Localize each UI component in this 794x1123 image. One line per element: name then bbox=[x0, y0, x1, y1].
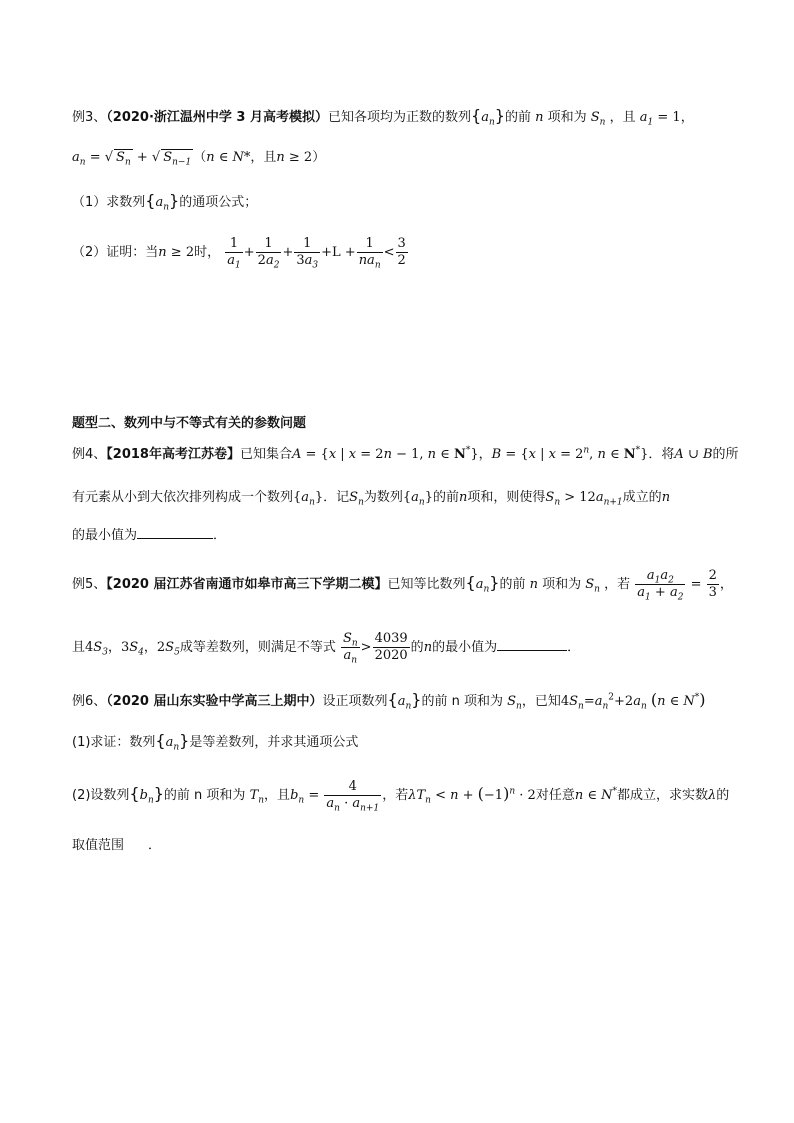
ex6-line3-end: ． bbox=[148, 838, 162, 853]
ex3-q1: （1）求数列$\{a_n\}$的通项公式； bbox=[72, 191, 258, 213]
frac-2-3 bbox=[707, 568, 719, 601]
ex6-text1: 设正项数列 bbox=[322, 694, 388, 709]
ex3-q2-text2: 时， bbox=[194, 245, 221, 260]
frac-4039-2020 bbox=[373, 631, 410, 664]
ex5-line1: 例5、【2020 届江苏省南通市如皋市高三下学期二模】已知等比数列$\{a_n\}$的前 n 项和为 $S_n$ ，若 $\frac{a_1a_2}{a_1 + a_2}$ = $\frac{2}{3}$ ， bbox=[72, 568, 733, 603]
frac-2-3-num: 2 bbox=[708, 568, 717, 583]
ex6-q2-text2: 的前 n 项和为 bbox=[163, 788, 246, 803]
ex4-text2: ， bbox=[478, 447, 492, 462]
ex6-q2-text: (2)设数列 bbox=[72, 788, 130, 803]
ex4-line3-text: 的最小值为 bbox=[72, 528, 138, 543]
ex4-line2-c: 为数列 bbox=[363, 490, 403, 505]
ex3-q2-text: （2）证明：当 bbox=[72, 245, 159, 260]
ex4-line2-a: 有元素从小到大依次排列构成一个数列 bbox=[72, 490, 294, 505]
ex4-line3 bbox=[72, 526, 226, 546]
frac-4-anan1: $\frac{4}{a_n \cdot a_{n+1}}$ bbox=[326, 779, 380, 814]
ex6-q2-text4: ，若 bbox=[382, 788, 409, 803]
ex6-line1: 例6、（2020 届山东实验中学高三上期中）设正项数列$\{a_n\}$的前 n 项和为 $S_n$，已知$4S_n=a_n^2+2a_n$ (n ∈ N*) bbox=[72, 690, 706, 712]
frac-4039-num: 4039 bbox=[374, 631, 408, 646]
ex6-line3-text: 取值范围 bbox=[72, 838, 125, 853]
ex3-text: 已知各项均为正数的数列 bbox=[328, 110, 472, 125]
ex6-q2-text6: 都成立，求实数 bbox=[616, 788, 708, 803]
ex3-source: （2020·浙江温州中学 3 月高考模拟） bbox=[106, 110, 328, 125]
ex3-q1-text: （1）求数列 bbox=[72, 195, 146, 210]
ex4-line2: 有元素从小到大依次排列构成一个数列$\{a_n\}$．记$S_n$为数列$\{a_n\}$的前n项和，则使得$S_n > 12a_{n+1}$成立的n bbox=[72, 490, 671, 508]
ex3-q2: （2）证明：当n ≥ 2时， $\frac{1}{a_1}$ + $\frac{1}{2a_2}$ + $\frac{1}{3a_3}$ +L + $\frac{1}{na_n}$ < $\frac{3}{2}$ bbox=[72, 236, 406, 271]
ex5-answer-blank bbox=[497, 638, 567, 651]
frac-Sn-an: $\frac{S_n}{a_n}$ bbox=[342, 631, 358, 666]
ex5-line2-c: ， bbox=[143, 640, 157, 655]
ex6-q1: (1)求证：数列$\{a_n\}$是等差数列，并求其通项公式 bbox=[72, 731, 359, 753]
ex5-line2: 且$4S_3$，$3S_4$，$2S_5$成等差数列，则满足不等式 $\frac{S_n}{a_n}$ > $\frac{4039}{2020}$ 的n的最小值为 ． bbox=[72, 631, 581, 666]
frac-1-3a3: $\frac{1}{3a_3}$ bbox=[296, 236, 319, 271]
ex4-line1: 例4、【2018年高考江苏卷】已知集合A = {x | x = 2n − 1, n ∈ N*}，B = {x | $x = 2^n$, n ∈ N*}．将A ∪ B的所 bbox=[72, 445, 739, 462]
ex3-cond-open: （ bbox=[193, 150, 207, 165]
ex3-line1: 例3、（2020·浙江温州中学 3 月高考模拟）已知各项均为正数的数列$\{a_n\}$的前 n 项和为 $S_n$ ，且 $a_1 = 1$， bbox=[72, 106, 694, 128]
frac-3-2: $\frac{3}{2}$ bbox=[397, 236, 406, 268]
ex3-text2: 的前 bbox=[504, 110, 531, 125]
ex6-label: 例6、 bbox=[72, 694, 107, 709]
ex4-line3-end: ． bbox=[213, 528, 227, 543]
ex5-text5: ， bbox=[719, 577, 733, 592]
frac-1-nan: $\frac{1}{na_n}$ bbox=[358, 236, 381, 271]
ex5-text1: 已知等比数列 bbox=[387, 577, 466, 592]
ex5-line2-e: 的 bbox=[410, 640, 424, 655]
ex4-line2-e: 项和，则使得 bbox=[467, 490, 546, 505]
frac-1-a1: $\frac{1}{a_1}$ bbox=[227, 236, 241, 271]
ex3-q1-text2: 的通项公式； bbox=[179, 195, 258, 210]
frac-a1a2: $\frac{a_1a_2}{a_1 + a_2}$ bbox=[637, 568, 684, 603]
ex4-text1: 已知集合 bbox=[239, 447, 292, 462]
ex5-line2-a: 且 bbox=[72, 640, 86, 655]
ex4-line2-f: 成立的 bbox=[622, 490, 662, 505]
ex5-source: 【2020 届江苏省南通市如皋市高三下学期二模】 bbox=[106, 577, 388, 592]
ex6-text3: ，已知 bbox=[521, 694, 561, 709]
ex5-label: 例5、 bbox=[72, 577, 107, 592]
ex4-label: 例4、 bbox=[72, 447, 107, 462]
ex6-text2: 的前 n 项和为 bbox=[421, 694, 503, 709]
ex3-label: 例3、 bbox=[72, 110, 107, 125]
section2-title: 题型二、数列中与不等式有关的参数问题 bbox=[72, 416, 307, 431]
ex6-q2-text5: 对任意 bbox=[535, 788, 575, 803]
ex3-text3: 项和为 bbox=[547, 110, 587, 125]
ex6-q2: (2)设数列$\{b_n\}$的前 n 项和为 $T_n$，且$b_n$ = $\frac{4}{a_n \cdot a_{n+1}}$ ，若$\lambda T_n < n + (-1)^n \cdot 2$对任意n ∈ N*都成立，求实数λ的 bbox=[72, 779, 730, 814]
ex6-q1-text2: 是等差数列，并求其通项公式 bbox=[189, 735, 359, 750]
ex3-line2: $a_n$ = √ $S_n$ + √ $S_{n-1}$ （n ∈ N*，且n ≥ 2） bbox=[72, 150, 326, 168]
ex5-line2-f: 的最小值为 bbox=[432, 640, 498, 655]
ex4-text4: 的所 bbox=[712, 447, 739, 462]
ex5-text2: 的前 bbox=[499, 577, 526, 592]
frac-2-3-den: 3 bbox=[708, 585, 717, 600]
ex5-text4: ，若 bbox=[604, 577, 631, 592]
ex5-line2-b: ， bbox=[107, 640, 121, 655]
ex4-text3: ．将 bbox=[648, 447, 675, 462]
ex3-text4: ，且 bbox=[609, 110, 636, 125]
ex3-cond-close: ） bbox=[312, 150, 326, 165]
ex6-q2-text7: 的 bbox=[716, 788, 730, 803]
frac-1-2a2: $\frac{1}{2a_2}$ bbox=[257, 236, 280, 271]
ex6-line3 bbox=[72, 836, 161, 856]
ex4-line2-b: ．记 bbox=[323, 490, 350, 505]
ex6-q1-text: (1)求证：数列 bbox=[72, 735, 156, 750]
ex4-answer-blank bbox=[137, 526, 213, 539]
ex3-text5: ， bbox=[680, 110, 694, 125]
ex6-source: （2020 届山东实验中学高三上期中） bbox=[106, 694, 323, 709]
ex6-q2-text3: ，且 bbox=[264, 788, 291, 803]
ex4-source: 【2018年高考江苏卷】 bbox=[106, 447, 240, 462]
ex3-cond-mid: ，且 bbox=[250, 150, 277, 165]
ex5-line2-d: 成等差数列，则满足不等式 bbox=[179, 640, 336, 655]
ex5-line2-end: ． bbox=[567, 640, 581, 655]
frac-2020-den: 2020 bbox=[374, 648, 408, 663]
ex4-line2-d: 的前 bbox=[433, 490, 460, 505]
ex5-text3: 项和为 bbox=[542, 577, 582, 592]
frac-4-num: 4 bbox=[324, 779, 381, 796]
